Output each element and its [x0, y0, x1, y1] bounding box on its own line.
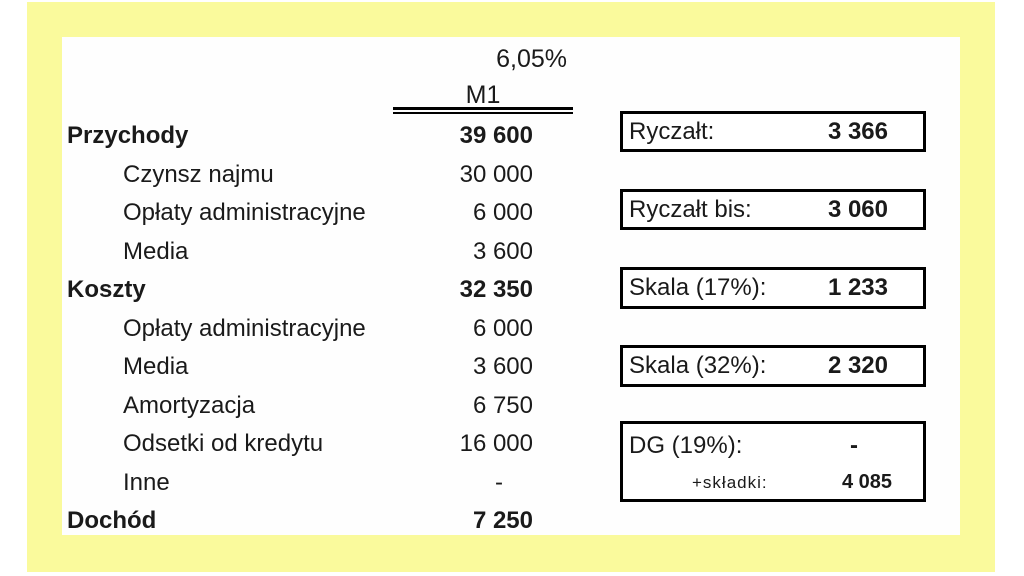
- table-row-czynsz-najmu: [67, 156, 533, 195]
- financial-table: [67, 117, 533, 541]
- row-value: 7 250: [472, 507, 533, 534]
- row-value: 6 750: [472, 391, 533, 419]
- row-value: 16 000: [459, 430, 533, 457]
- summary-box-skala-17: [620, 267, 926, 309]
- table-row-media-1: [67, 233, 533, 272]
- summary-box-ryczalt-bis: [620, 189, 926, 230]
- row-label: Opłaty administracyjne: [123, 199, 366, 226]
- box-value: 2 320: [827, 352, 888, 379]
- summary-box-dg: [620, 421, 926, 502]
- summary-box-skala-32: [620, 345, 926, 387]
- box-label: Ryczałt:: [629, 117, 715, 145]
- row-value: 39 600: [459, 122, 533, 149]
- row-label: Przychody: [67, 122, 189, 149]
- box-value: -: [850, 432, 858, 459]
- box-value: 3 366: [827, 117, 888, 145]
- table-row-odsetki-od-kredytu: [67, 425, 533, 464]
- box-label: Skala (17%):: [629, 274, 767, 301]
- table-row-przychody: [67, 117, 533, 156]
- box-value: 1 233: [827, 274, 888, 301]
- dg-skladki-line: [623, 464, 923, 501]
- box-label: DG (19%):: [629, 432, 743, 459]
- table-row-oplaty-administracyjne-1: [67, 194, 533, 233]
- row-value: 6 000: [472, 199, 533, 226]
- table-row-oplaty-administracyjne-2: [67, 310, 533, 349]
- box-sub-value: 4 085: [841, 471, 892, 493]
- row-value: 3 600: [472, 353, 533, 380]
- box-value: 3 060: [827, 195, 888, 223]
- table-row-koszty: [67, 271, 533, 310]
- double-underline: [393, 107, 573, 114]
- table-row-amortyzacja: [67, 387, 533, 426]
- table-row-dochod: [67, 502, 533, 541]
- row-value: 32 350: [459, 276, 533, 303]
- row-label: Czynsz najmu: [123, 160, 274, 188]
- column-header-m1: M1: [465, 81, 501, 109]
- table-row-inne: [67, 464, 533, 503]
- row-label: Odsetki od kredytu: [123, 430, 324, 457]
- table-row-media-2: [67, 348, 533, 387]
- dg-main-line: [623, 427, 923, 464]
- row-label: Opłaty administracyjne: [123, 314, 366, 342]
- box-sub-label: +składki:: [692, 473, 768, 492]
- row-value: 30 000: [459, 160, 533, 188]
- row-label: Amortyzacja: [123, 391, 256, 419]
- summary-box-ryczalt: [620, 111, 926, 152]
- row-value: 3 600: [472, 237, 533, 265]
- row-label: Inne: [123, 468, 170, 496]
- row-label: Dochód: [67, 507, 157, 534]
- interest-rate-value: 6,05%: [496, 45, 567, 73]
- row-label: Media: [123, 237, 189, 265]
- row-value: -: [495, 468, 503, 496]
- row-label: Media: [123, 353, 189, 380]
- box-label: Skala (32%):: [629, 352, 767, 379]
- row-value: 6 000: [472, 314, 533, 342]
- box-label: Ryczałt bis:: [629, 195, 752, 223]
- row-label: Koszty: [67, 276, 146, 303]
